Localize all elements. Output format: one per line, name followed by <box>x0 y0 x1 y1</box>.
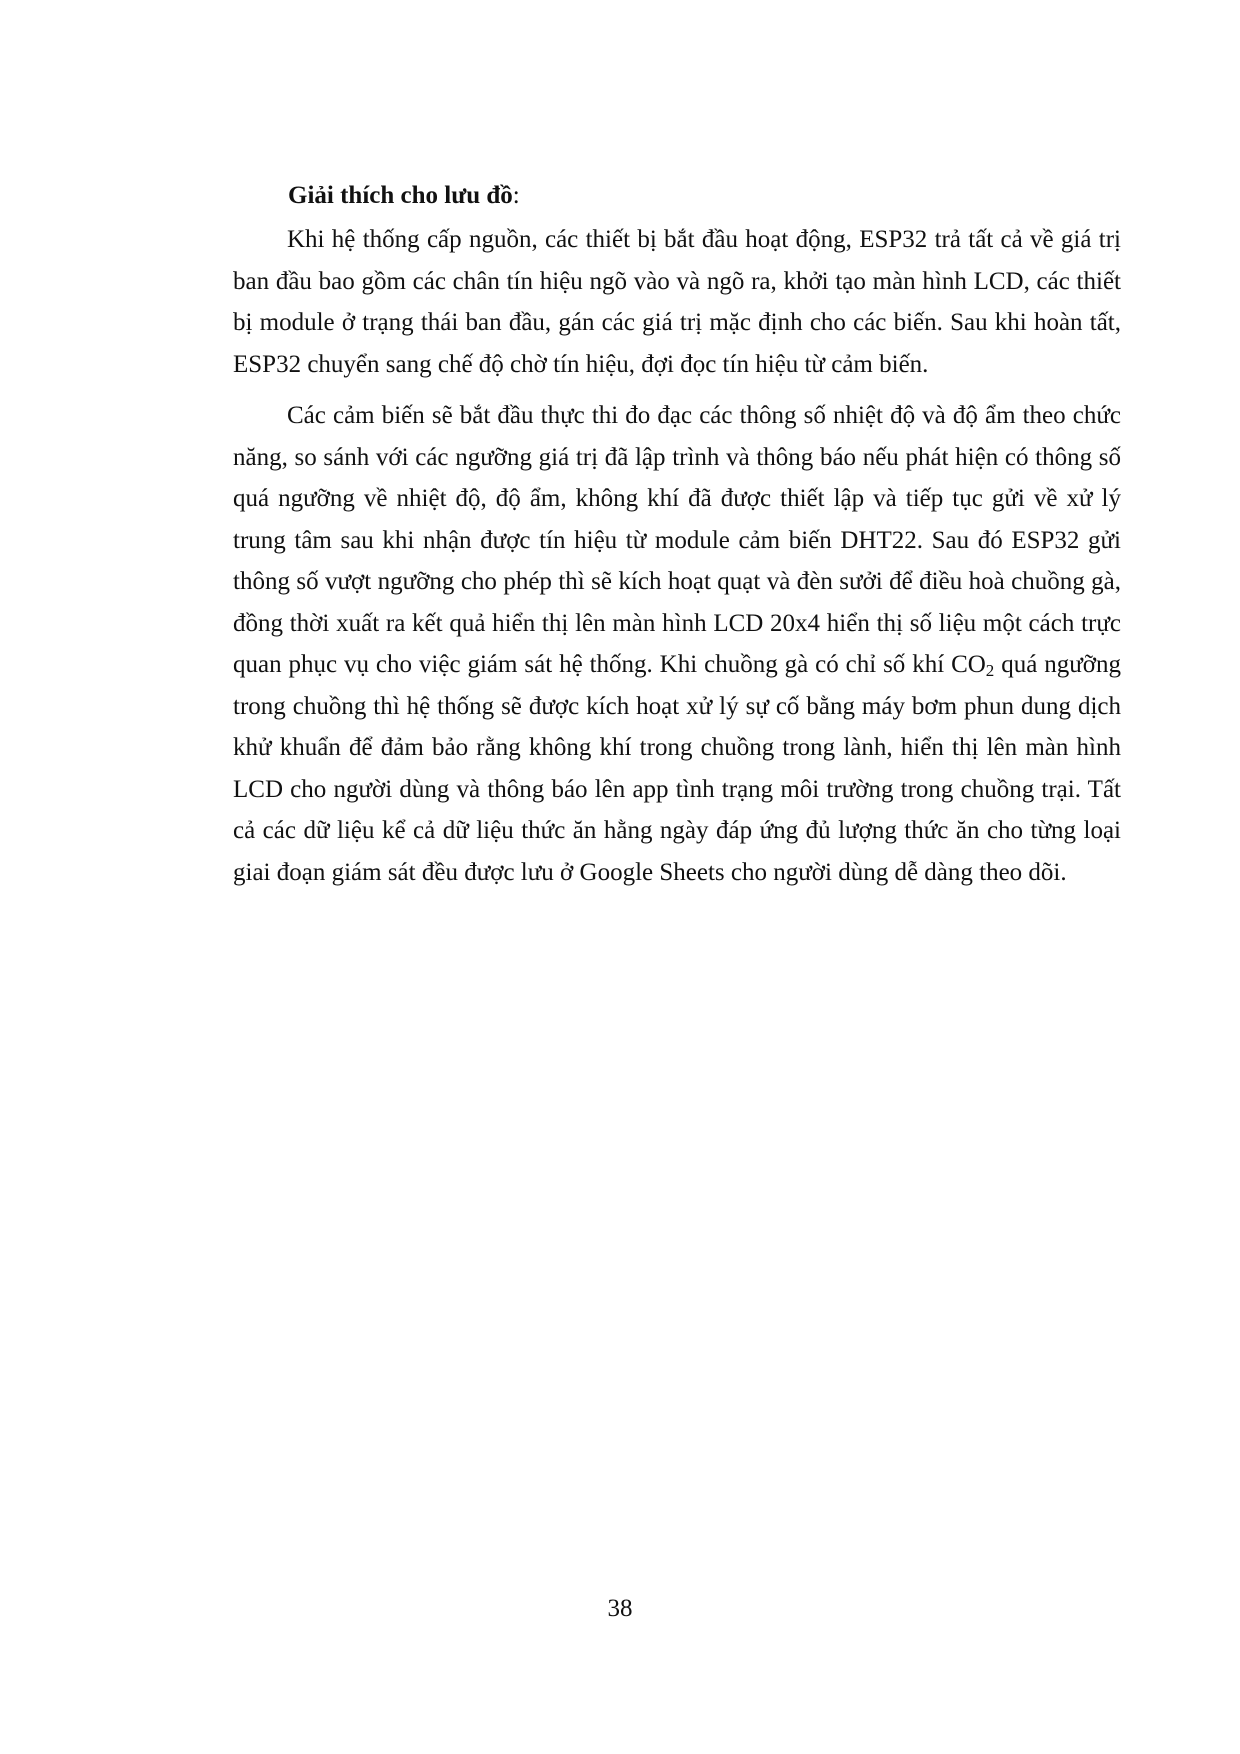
paragraph-startup: Khi hệ thống cấp nguồn, các thiết bị bắt đầu hoạt động, ESP32 trả tất cả về giá trị ban đầu bao gồm các chân tín hiệu ngõ vào và ngõ ra, khởi tạo màn hình LCD, các thiết bị module ở trạng thái ban đầu, gán các giá trị mặc định cho các biến. Sau khi hoàn tất, ESP32 chuyển sang chế độ chờ tín hiệu, đợi đọc tín hiệu từ cảm biến. <box>233 226 1121 378</box>
page-content <box>233 173 1121 893</box>
page-number: 38 <box>607 1595 633 1622</box>
paragraph-sensors-part-1: Các cảm biến sẽ bắt đầu thực thi đo đạc các thông số nhiệt độ và độ ẩm theo chức năng, so sánh với các ngưỡng giá trị đã lập trình và thông báo nếu phát hiện có thông số quá ngưỡng về nhiệt độ, độ ẩm, không khí đã được thiết lập và tiếp tục gửi về xử lý trung tâm sau khi nhận được tín hiệu từ module cảm biến DHT22. Sau đó ESP32 gửi thông số vượt ngưỡng cho phép thì sẽ kích hoạt quạt và đèn sưởi để điều hoà chuồng gà, đồng thời xuất ra kết quả hiển thị lên màn hình LCD 20x4 hiển thị số liệu một cách trực quan phục vụ cho việc giám sát hệ thống. Khi chuồng gà có chỉ số khí CO <box>233 402 1121 678</box>
section-heading-bold: Giải thích cho lưu đồ <box>288 182 513 209</box>
paragraph-sensors <box>233 395 1121 893</box>
section-heading-colon: : <box>512 182 520 209</box>
section-heading <box>233 173 1121 219</box>
co2-subscript: 2 <box>985 661 995 680</box>
paragraph-sensors-part-2: quá ngưỡng trong chuồng thì hệ thống sẽ được kích hoạt xử lý sự cố bằng máy bơm phun dung dịch khử khuẩn để đảm bảo rằng không khí trong chuồng trong lành, hiển thị lên màn hình LCD cho người dùng và thông báo lên app tình trạng môi trường trong chuồng trại. Tất cả các dữ liệu kể cả dữ liệu thức ăn hằng ngày đáp ứng đủ lượng thức ăn cho từng loại giai đoạn giám sát đều được lưu ở Google Sheets cho người dùng dễ dàng theo dõi. <box>233 651 1121 886</box>
